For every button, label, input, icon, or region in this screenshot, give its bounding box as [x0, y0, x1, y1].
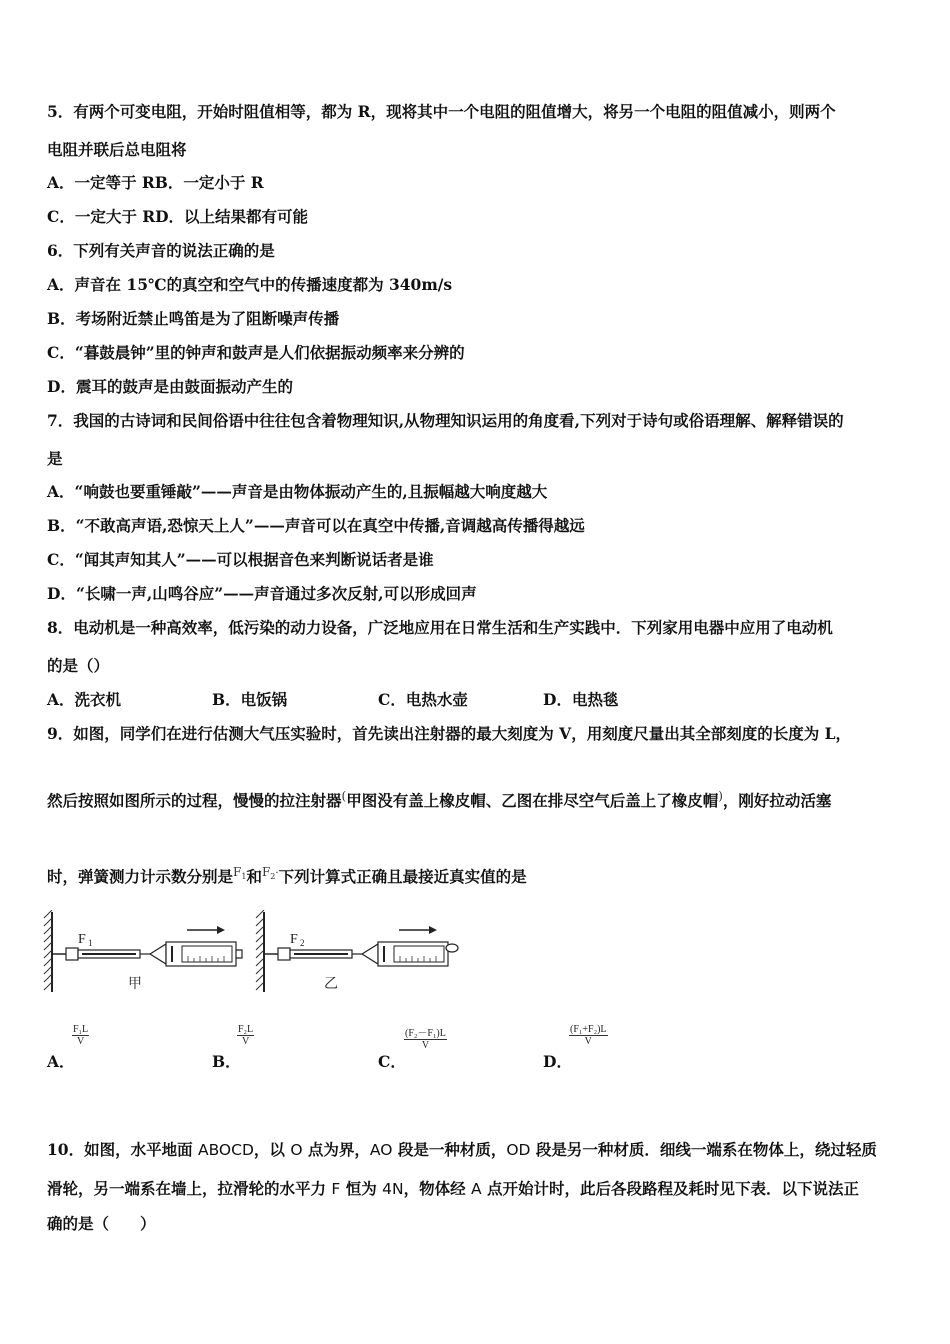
q9-option-c-denominator: V: [421, 1040, 430, 1051]
q9-option-b-label: B．: [212, 1052, 241, 1071]
q6-option-d: D．震耳的鼓声是由鼓面振动产生的: [47, 377, 293, 396]
q9-line2: [47, 786, 831, 811]
caption-yi: 乙: [324, 977, 338, 992]
q7-option-b: B．“不敢高声语,恐惊天上人”——声音可以在真空中传播,音调越高传播得越远: [47, 516, 585, 535]
q10-segment-ao: AO: [369, 1141, 393, 1159]
force-sub-left: 1: [88, 938, 93, 948]
q10-point-o: O: [290, 1141, 303, 1159]
q9-line3-b: 下列计算式正确且最接近真实值的是: [278, 867, 527, 886]
q9-line1: 9．如图，同学们在进行估测大气压实验时，首先读出注射器的最大刻度为 V，用刻度尺量出其全部刻度的长度为 L，: [47, 724, 852, 743]
q5-options-cd: C．一定大于 RD．以上结果都有可能: [47, 207, 309, 226]
wall-hatch-right: [256, 910, 264, 990]
q9-option-d-denominator: V: [584, 1036, 592, 1047]
q10-line1-b: ，以: [253, 1140, 291, 1159]
q9-f2-symbol: F: [261, 865, 271, 879]
q5-options-ab: A．一定等于 RB．一定小于 R: [47, 173, 264, 192]
q10-line1-d: 段是一种材质，: [392, 1140, 507, 1159]
q10-line2-b: 恒为: [340, 1179, 383, 1198]
q10-line2-d: 点开始计时，此后各段路程及耗时见下表．以下说法正: [481, 1179, 860, 1198]
q8-line1: 8．电动机是一种高效率，低污染的动力设备，广泛地应用在日常生活和生产实践中．下列家用电器中应用了电动机: [47, 618, 833, 637]
q9-syringe-figure: [42, 910, 462, 1000]
q9-line2-b: 甲图没有盖上橡皮帽、乙图在排尽空气后盖上了橡皮帽: [346, 791, 719, 810]
q10-line3: 确的是（ ）: [47, 1214, 156, 1233]
q10-line1: [47, 1140, 877, 1160]
q9-line2-a: 然后按照如图所示的过程，慢慢的拉注射器: [47, 791, 342, 810]
q9-line3: [47, 862, 527, 887]
q9-f1-subscript: 1: [241, 872, 247, 881]
q9-and: 和: [246, 867, 262, 886]
q7-option-d: D．“长啸一声,山鸣谷应”——声音通过多次反射,可以形成回声: [47, 584, 477, 603]
q8-line2: 的是（）: [47, 656, 110, 675]
spring-scale-hook-left: [66, 948, 78, 960]
q10-segment-od: OD: [506, 1141, 531, 1159]
q5-line1: 5．有两个可变电阻，开始时阻值相等，都为 R，现将其中一个电阻的阻值增大，将另一个电阻的阻值减小，则两个: [47, 102, 836, 121]
q9-option-d-fraction: [569, 1024, 608, 1047]
q9-option-d-numerator: (F₁+F₂)L: [570, 1024, 607, 1035]
q9-dot: ·: [275, 868, 279, 879]
q6-stem: 6．下列有关声音的说法正确的是: [47, 241, 275, 260]
q9-option-a-fraction: [72, 1024, 89, 1047]
q9-f1-symbol: F: [233, 865, 242, 879]
q8-option-a: A．洗衣机: [47, 690, 122, 709]
q7-option-a: A．“响鼓也要重锤敲”——声音是由物体振动产生的,且振幅越大响度越大: [47, 482, 548, 501]
q7-line2: 是: [47, 449, 63, 468]
q9-option-b-denominator: V: [241, 1036, 250, 1047]
force-label-left: F: [78, 932, 86, 947]
q8-option-d: D．电热毯: [543, 690, 619, 709]
rubber-cap: [446, 944, 458, 952]
q10-line1-c: 点为界，: [302, 1140, 370, 1159]
q9-option-a-numerator: F₁L: [73, 1024, 89, 1035]
q10-line1-a: 10．如图，水平地面: [47, 1140, 198, 1159]
q9-paren-close: ): [718, 789, 723, 803]
q10-force-value: 4N: [382, 1180, 404, 1198]
q9-paren-open: (: [341, 789, 347, 803]
q8-option-b: B．电饭锅: [212, 690, 288, 709]
syringe-nozzle-right: [362, 944, 378, 964]
q9-option-c-fraction: [404, 1024, 447, 1051]
q8-option-c: C．电热水壶: [378, 690, 468, 709]
spring-scale-hook-right: [278, 948, 290, 960]
q6-option-a: A．声音在 15℃的真空和空气中的传播速度都为 340m/s: [47, 275, 453, 294]
q10-line2-a: 滑轮，另一端系在墙上，拉滑轮的水平力: [47, 1179, 332, 1198]
q9-option-c-label: C．: [378, 1052, 406, 1071]
syringe-nozzle-left: [150, 944, 166, 964]
figure-jia: [44, 910, 242, 992]
q9-option-a-label: A．: [47, 1052, 75, 1071]
wall-hatch-left: [44, 910, 52, 990]
q6-option-b: B．考场附近禁止鸣笛是为了阻断噪声传播: [47, 309, 340, 328]
force-label-right: F: [290, 932, 298, 947]
q7-option-c: C．“闻其声知其人”——可以根据音色来判断说话者是谁: [47, 550, 434, 569]
q10-point-a: A: [471, 1180, 482, 1198]
q5-line2: 电阻并联后总电阻将: [47, 140, 187, 159]
q6-option-c: C．“暮鼓晨钟”里的钟声和鼓声是人们依据振动频率来分辨的: [47, 343, 465, 362]
q9-option-b-fraction: [237, 1024, 254, 1047]
q9-option-d-label: D．: [543, 1052, 572, 1071]
q10-line1-e: 段是另一种材质．细线一端系在物体上，绕过轻质: [530, 1140, 877, 1159]
q9-option-a-denominator: V: [76, 1036, 85, 1047]
q9-line2-c: ，刚好拉动活塞: [722, 791, 832, 810]
force-sub-right: 2: [300, 938, 305, 948]
q9-f2-subscript: 2: [270, 872, 276, 881]
figure-yi: [256, 910, 458, 992]
q10-line2: [47, 1179, 859, 1199]
caption-jia: 甲: [128, 977, 142, 992]
q10-abocd: ABOCD: [197, 1141, 254, 1159]
q7-line1: 7．我国的古诗词和民间俗语中往往包含着物理知识,从物理知识运用的角度看,下列对于诗句或俗语理解、解释错误的: [47, 411, 844, 430]
q9-line3-a: 时，弹簧测力计示数分别是: [47, 867, 234, 886]
q9-option-b-numerator: F₂L: [238, 1024, 254, 1035]
q9-option-c-numerator: (F₂－F₁)L: [404, 1024, 447, 1040]
q10-line2-c: ，物体经: [403, 1179, 471, 1198]
q10-force-f: F: [331, 1180, 341, 1198]
